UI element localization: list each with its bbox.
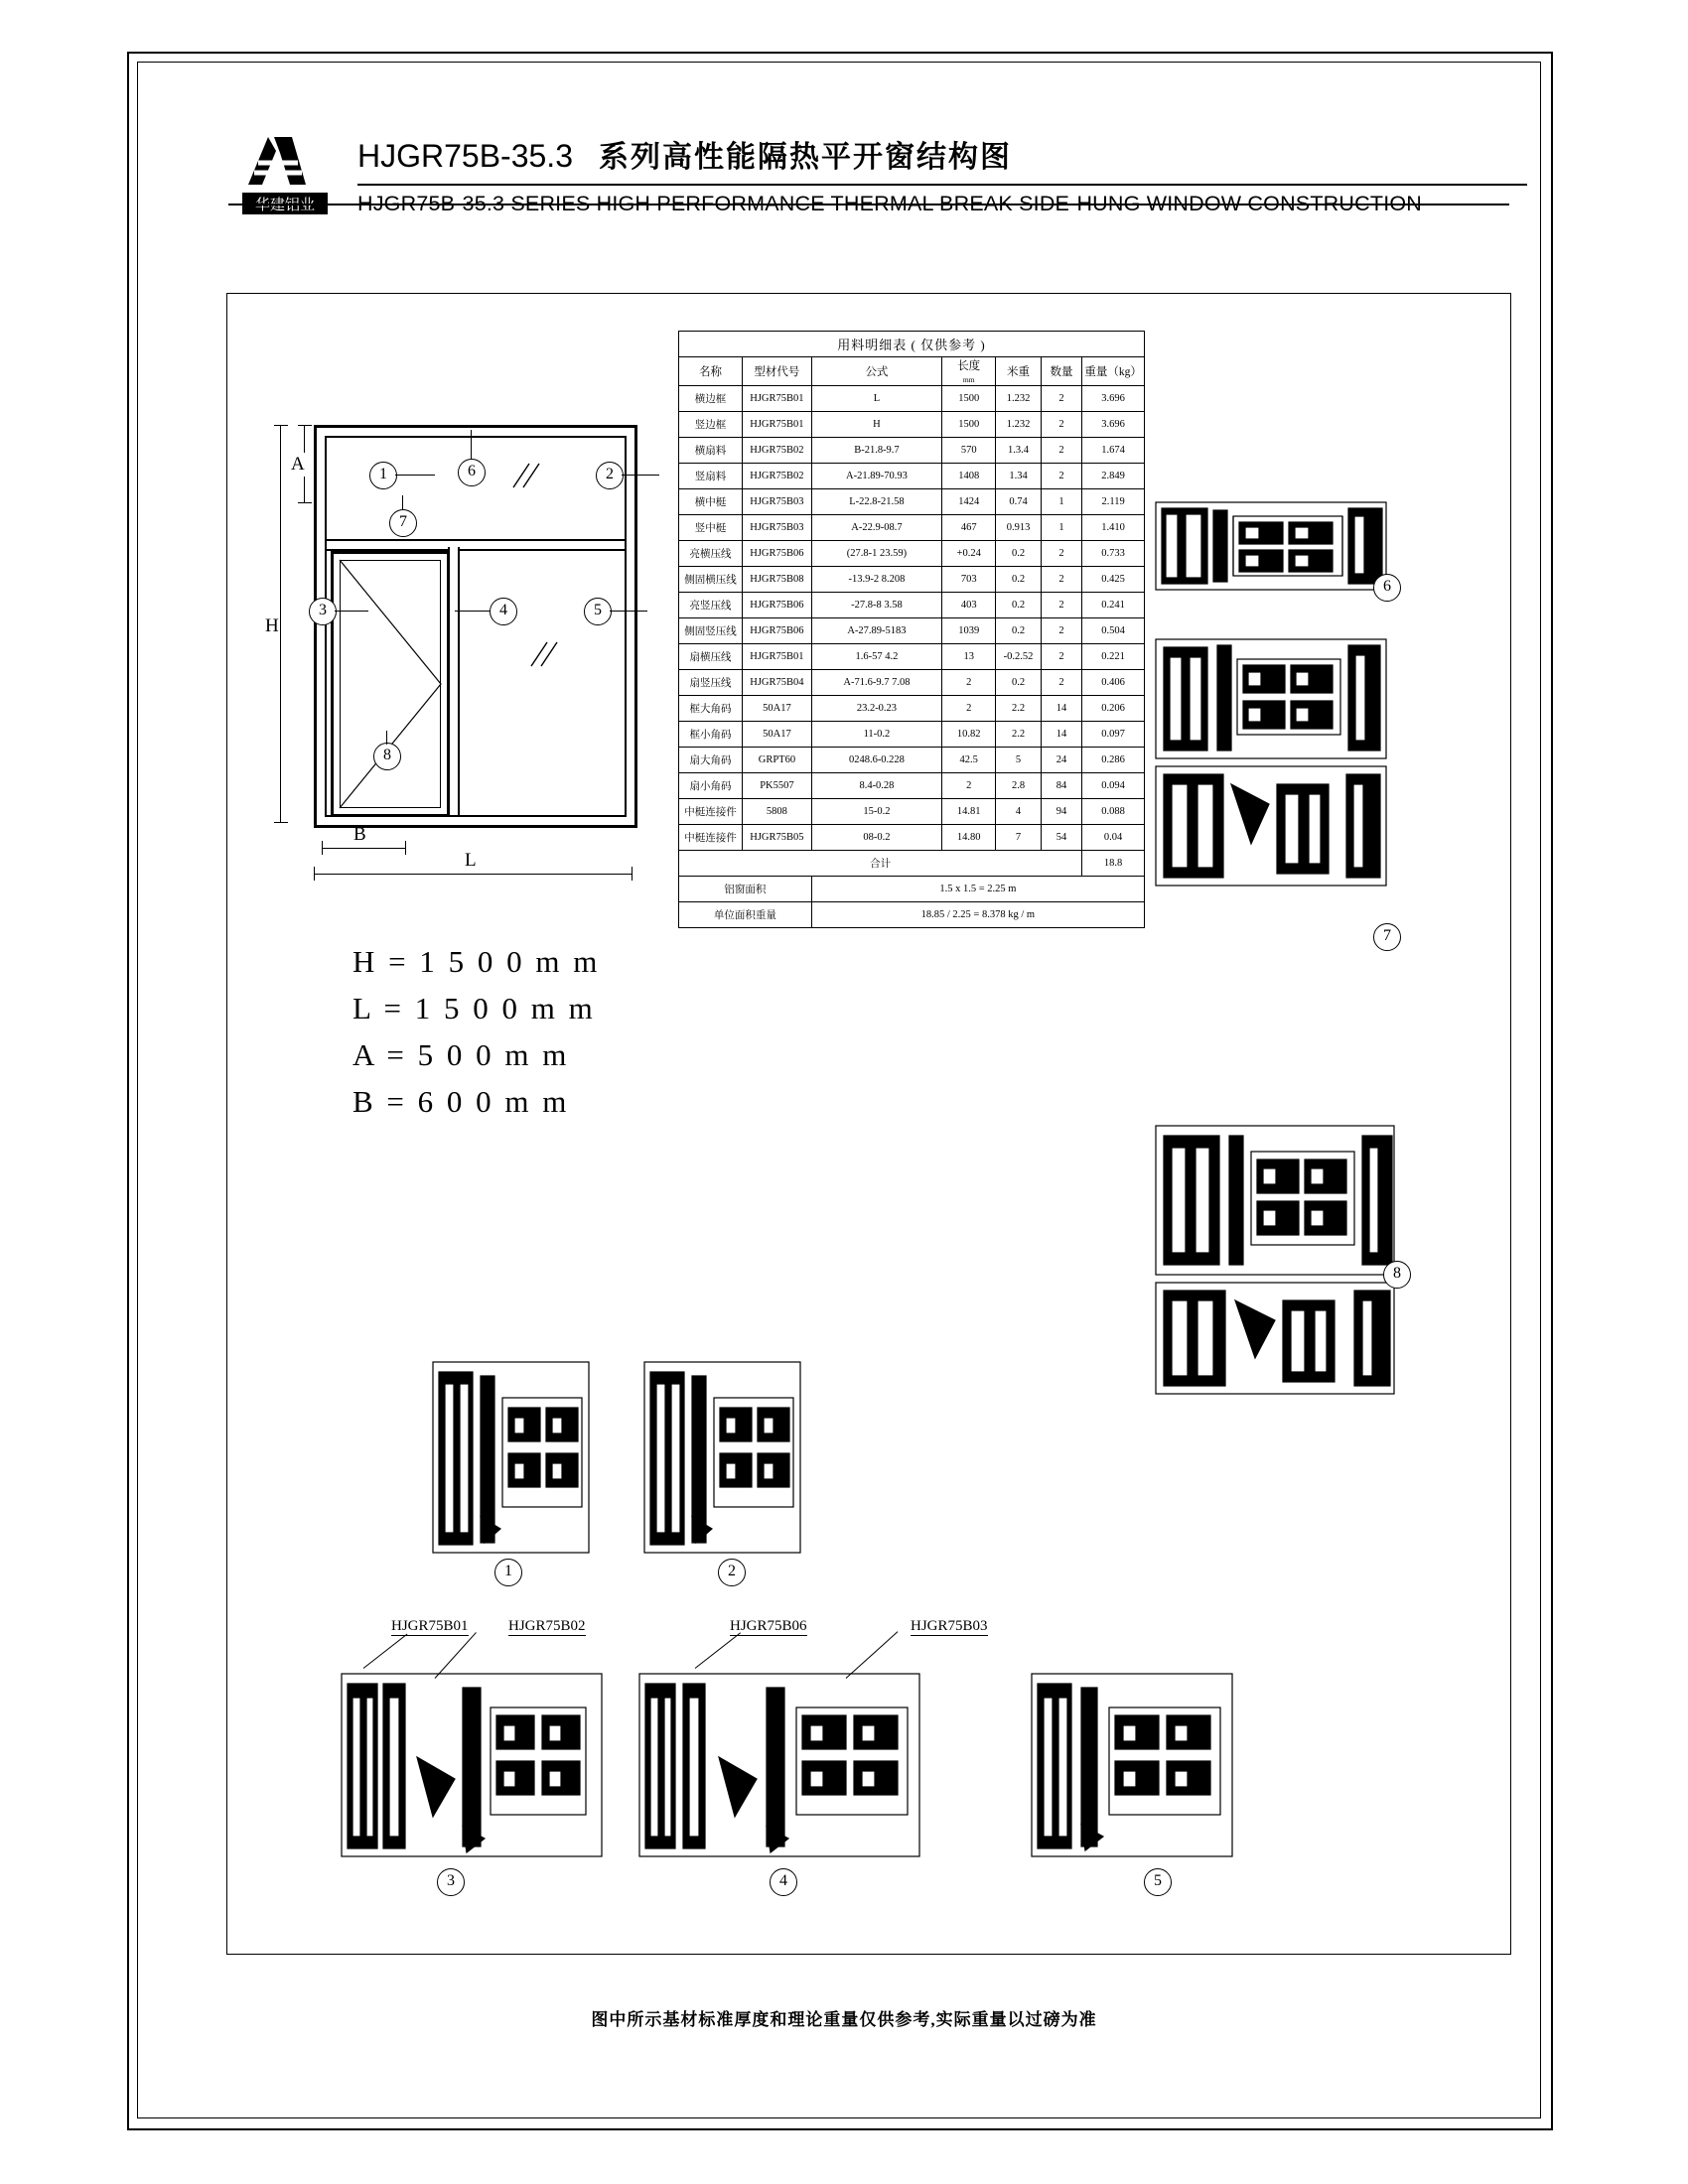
cell-wt: 0.286 bbox=[1082, 748, 1145, 773]
cell-name: 横中梃 bbox=[679, 489, 743, 515]
cell-formula: A-22.9-08.7 bbox=[811, 515, 941, 541]
callout-bottom-1[interactable]: 1 bbox=[494, 1559, 522, 1586]
callout-8[interactable]: 8 bbox=[373, 743, 401, 770]
cell-wt: 3.696 bbox=[1082, 412, 1145, 438]
table-row bbox=[679, 438, 1145, 464]
cell-code: PK5507 bbox=[743, 773, 812, 799]
callout-5[interactable]: 5 bbox=[584, 598, 612, 625]
callout-2[interactable]: 2 bbox=[596, 462, 624, 489]
leader-2 bbox=[622, 475, 659, 476]
cell-mw: 0.2 bbox=[996, 618, 1042, 644]
cell-length: 1500 bbox=[942, 412, 996, 438]
unit-weight-value-text: 18.85 / 2.25 = 8.378 kg / m bbox=[920, 909, 1036, 920]
cell-name: 竖扇料 bbox=[679, 464, 743, 489]
header-bottom-divider bbox=[228, 204, 1509, 205]
cell-formula: 11-0.2 bbox=[811, 722, 941, 748]
footer-note: 图中所示基材标准厚度和理论重量仅供参考,实际重量以过磅为准 bbox=[591, 2010, 1097, 2029]
cell-qty: 54 bbox=[1041, 825, 1081, 851]
dimension-L: L = 1 5 0 0 m m bbox=[352, 991, 596, 1025]
cell-wt: 0.406 bbox=[1082, 670, 1145, 696]
th-qty: 数量 bbox=[1041, 357, 1081, 386]
cell-code: HJGR75B02 bbox=[743, 438, 812, 464]
cell-length: 1039 bbox=[942, 618, 996, 644]
area-label: 铝窗面积 bbox=[679, 877, 812, 902]
cell-code: HJGR75B06 bbox=[743, 541, 812, 567]
table-row bbox=[679, 489, 1145, 515]
cell-length: 403 bbox=[942, 593, 996, 618]
callout-bottom-4[interactable]: 4 bbox=[770, 1868, 797, 1896]
table-title: 用料明细表 ( 仅供参考 ) bbox=[679, 332, 1145, 357]
cell-mw: 0.2 bbox=[996, 593, 1042, 618]
cell-formula: (27.8-1 23.59) bbox=[811, 541, 941, 567]
cell-length: 10.82 bbox=[942, 722, 996, 748]
th-formula: 公式 bbox=[811, 357, 941, 386]
sash-opening-direction-icon bbox=[334, 554, 447, 814]
cell-name: 扇小角码 bbox=[679, 773, 743, 799]
leader-5 bbox=[610, 611, 647, 612]
cell-wt: 0.094 bbox=[1082, 773, 1145, 799]
company-logo-icon bbox=[228, 129, 338, 233]
th-length bbox=[942, 357, 996, 386]
total-value: 18.8 bbox=[1082, 851, 1145, 877]
cell-qty: 2 bbox=[1041, 644, 1081, 670]
dimension-B: B = 6 0 0 m m bbox=[352, 1084, 570, 1119]
dim-tick-B-right bbox=[405, 841, 406, 855]
title-block bbox=[228, 124, 1509, 253]
cell-wt: 0.733 bbox=[1082, 541, 1145, 567]
table-row bbox=[679, 515, 1145, 541]
cell-length: 2 bbox=[942, 696, 996, 722]
cell-wt: 0.221 bbox=[1082, 644, 1145, 670]
profile-label-b06 bbox=[730, 1618, 807, 1635]
title-chinese: 系列高性能隔热平开窗结构图 bbox=[598, 141, 1012, 174]
dim-label-H: H bbox=[264, 614, 280, 639]
dim-tick-A-bottom bbox=[298, 502, 312, 503]
th-length-text: 长度 bbox=[957, 360, 981, 372]
cell-mw: 5 bbox=[996, 748, 1042, 773]
dim-label-B: B bbox=[353, 824, 366, 845]
profile-section-3 bbox=[338, 1668, 606, 1866]
cell-code: HJGR75B01 bbox=[743, 386, 812, 412]
cell-code: HJGR75B01 bbox=[743, 644, 812, 670]
table-row bbox=[679, 464, 1145, 489]
profile-section-5 bbox=[1028, 1668, 1236, 1866]
cell-code: HJGR75B03 bbox=[743, 515, 812, 541]
cell-mw: 4 bbox=[996, 799, 1042, 825]
callout-3[interactable]: 3 bbox=[309, 598, 337, 625]
table-row bbox=[679, 618, 1145, 644]
leader-7 bbox=[402, 495, 403, 510]
cell-length: 2 bbox=[942, 670, 996, 696]
cell-wt: 0.425 bbox=[1082, 567, 1145, 593]
cell-mw: 0.2 bbox=[996, 541, 1042, 567]
profile-label-b06-text: HJGR75B06 bbox=[730, 1618, 807, 1634]
cell-mw: 2.8 bbox=[996, 773, 1042, 799]
cell-length: 13 bbox=[942, 644, 996, 670]
dim-tick-B-left bbox=[322, 841, 323, 855]
cell-qty: 84 bbox=[1041, 773, 1081, 799]
callout-6[interactable]: 6 bbox=[458, 459, 486, 486]
table-row bbox=[679, 670, 1145, 696]
dim-line-H bbox=[280, 425, 281, 822]
cell-name: 竖边框 bbox=[679, 412, 743, 438]
cell-mw: 0.74 bbox=[996, 489, 1042, 515]
title-divider bbox=[357, 184, 1527, 186]
cell-code: GRPT60 bbox=[743, 748, 812, 773]
cell-code: HJGR75B08 bbox=[743, 567, 812, 593]
profile-label-b02-text: HJGR75B02 bbox=[508, 1618, 586, 1634]
cell-code: HJGR75B06 bbox=[743, 618, 812, 644]
table-row bbox=[679, 541, 1145, 567]
cell-length: 467 bbox=[942, 515, 996, 541]
callout-right-6[interactable]: 6 bbox=[1373, 574, 1401, 602]
cell-qty: 2 bbox=[1041, 386, 1081, 412]
cell-formula: -27.8-8 3.58 bbox=[811, 593, 941, 618]
cell-mw: 0.913 bbox=[996, 515, 1042, 541]
area-value bbox=[811, 877, 1144, 902]
dim-line-L bbox=[314, 874, 632, 875]
callout-right-7[interactable]: 7 bbox=[1373, 923, 1401, 951]
cell-wt: 0.04 bbox=[1082, 825, 1145, 851]
table-row bbox=[679, 799, 1145, 825]
table-total-row bbox=[679, 851, 1145, 877]
page-title bbox=[357, 132, 1012, 176]
cell-name: 亮横压线 bbox=[679, 541, 743, 567]
cell-name: 中梃连接件 bbox=[679, 799, 743, 825]
table-row bbox=[679, 412, 1145, 438]
cell-name: 扇竖压线 bbox=[679, 670, 743, 696]
th-weight: 重量（kg） bbox=[1082, 357, 1145, 386]
cell-formula: 8.4-0.28 bbox=[811, 773, 941, 799]
table-row bbox=[679, 644, 1145, 670]
cell-formula: A-71.6-9.7 7.08 bbox=[811, 670, 941, 696]
cell-wt: 3.696 bbox=[1082, 386, 1145, 412]
th-name: 名称 bbox=[679, 357, 743, 386]
area-value-text: 1.5 x 1.5 = 2.25 m bbox=[939, 884, 1017, 894]
glass-hatch-upper-icon bbox=[511, 462, 545, 489]
cell-mw: 2.2 bbox=[996, 696, 1042, 722]
table-row bbox=[679, 696, 1145, 722]
cell-name: 框小角码 bbox=[679, 722, 743, 748]
dim-tick-H-bottom bbox=[274, 822, 288, 823]
series-code: HJGR75B-35.3 bbox=[357, 138, 573, 174]
window-elevation-view bbox=[266, 385, 653, 882]
cell-wt: 1.674 bbox=[1082, 438, 1145, 464]
cell-qty: 1 bbox=[1041, 489, 1081, 515]
cell-code: HJGR75B03 bbox=[743, 489, 812, 515]
svg-text:华建铝业: 华建铝业 bbox=[254, 198, 316, 213]
cell-formula: A-21.89-70.93 bbox=[811, 464, 941, 489]
cell-code: HJGR75B01 bbox=[743, 412, 812, 438]
leader-4 bbox=[455, 611, 491, 612]
dim-tick-L-left bbox=[314, 867, 315, 881]
cell-length: 570 bbox=[942, 438, 996, 464]
cell-length: 1500 bbox=[942, 386, 996, 412]
unit-weight-label: 单位面积重量 bbox=[679, 902, 812, 928]
profile-section-4 bbox=[635, 1668, 923, 1866]
horizontal-mullion bbox=[327, 539, 625, 551]
cell-formula: B-21.8-9.7 bbox=[811, 438, 941, 464]
cell-length: 14.81 bbox=[942, 799, 996, 825]
profile-section-1 bbox=[429, 1358, 593, 1557]
cell-qty: 2 bbox=[1041, 464, 1081, 489]
cell-qty: 1 bbox=[1041, 515, 1081, 541]
profile-label-b02 bbox=[508, 1618, 586, 1635]
th-meter-weight: 米重 bbox=[996, 357, 1042, 386]
cell-mw: 1.34 bbox=[996, 464, 1042, 489]
cell-wt: 2.849 bbox=[1082, 464, 1145, 489]
leader-1 bbox=[395, 475, 435, 476]
cell-formula: H bbox=[811, 412, 941, 438]
cell-formula: A-27.89-5183 bbox=[811, 618, 941, 644]
callout-1[interactable]: 1 bbox=[369, 462, 397, 489]
cell-mw: 7 bbox=[996, 825, 1042, 851]
cell-length: 2 bbox=[942, 773, 996, 799]
cell-name: 中梃连接件 bbox=[679, 825, 743, 851]
cell-wt: 2.119 bbox=[1082, 489, 1145, 515]
cell-qty: 2 bbox=[1041, 541, 1081, 567]
cell-mw: 1.232 bbox=[996, 412, 1042, 438]
cell-name: 竖中梃 bbox=[679, 515, 743, 541]
cell-formula: 15-0.2 bbox=[811, 799, 941, 825]
dimension-A: A = 5 0 0 m m bbox=[352, 1037, 570, 1072]
cell-code: HJGR75B06 bbox=[743, 593, 812, 618]
table-row bbox=[679, 825, 1145, 851]
cell-mw: -0.2.52 bbox=[996, 644, 1042, 670]
cell-code: 50A17 bbox=[743, 722, 812, 748]
dim-tick-A-top bbox=[298, 425, 312, 426]
cell-formula: 08-0.2 bbox=[811, 825, 941, 851]
cell-name: 侧固横压线 bbox=[679, 567, 743, 593]
dimension-values-block bbox=[352, 938, 600, 1125]
cell-qty: 14 bbox=[1041, 722, 1081, 748]
table-area-row bbox=[679, 877, 1145, 902]
openable-sash bbox=[331, 551, 450, 817]
cell-length: 1424 bbox=[942, 489, 996, 515]
dim-line-B bbox=[322, 848, 405, 849]
cell-qty: 2 bbox=[1041, 593, 1081, 618]
cell-name: 侧固竖压线 bbox=[679, 618, 743, 644]
cell-mw: 1.3.4 bbox=[996, 438, 1042, 464]
cell-qty: 2 bbox=[1041, 412, 1081, 438]
table-row bbox=[679, 773, 1145, 799]
cell-qty: 24 bbox=[1041, 748, 1081, 773]
cell-name: 亮竖压线 bbox=[679, 593, 743, 618]
cell-formula: 1.6-57 4.2 bbox=[811, 644, 941, 670]
title-english: HJGR75B-35.3 SERIES HIGH PERFORMANCE THERMAL BREAK SIDE-HUNG WINDOW CONSTRUCTION bbox=[357, 192, 1423, 215]
cell-code: HJGR75B02 bbox=[743, 464, 812, 489]
cell-name: 扇大角码 bbox=[679, 748, 743, 773]
cell-wt: 1.410 bbox=[1082, 515, 1145, 541]
glass-hatch-lower-icon bbox=[529, 640, 563, 668]
cell-code: HJGR75B04 bbox=[743, 670, 812, 696]
profile-section-8 bbox=[1152, 1122, 1400, 1400]
cell-mw: 0.2 bbox=[996, 567, 1042, 593]
profile-section-7 bbox=[1152, 635, 1390, 893]
table-row bbox=[679, 386, 1145, 412]
cell-length: 703 bbox=[942, 567, 996, 593]
table-row bbox=[679, 593, 1145, 618]
cell-length: 1408 bbox=[942, 464, 996, 489]
profile-label-b03 bbox=[911, 1618, 988, 1635]
cell-qty: 2 bbox=[1041, 567, 1081, 593]
table-row bbox=[679, 567, 1145, 593]
dim-tick-L-right bbox=[632, 867, 633, 881]
cell-code: 5808 bbox=[743, 799, 812, 825]
profile-section-6 bbox=[1152, 496, 1390, 596]
leader-6 bbox=[471, 430, 472, 460]
cell-wt: 0.504 bbox=[1082, 618, 1145, 644]
callout-4[interactable]: 4 bbox=[490, 598, 517, 625]
cell-formula: L bbox=[811, 386, 941, 412]
profile-label-b01 bbox=[391, 1618, 469, 1635]
cell-name: 横扇料 bbox=[679, 438, 743, 464]
table-row bbox=[679, 722, 1145, 748]
cell-formula: L-22.8-21.58 bbox=[811, 489, 941, 515]
cell-wt: 0.241 bbox=[1082, 593, 1145, 618]
callout-7[interactable]: 7 bbox=[389, 509, 417, 537]
cell-formula: -13.9-2 8.208 bbox=[811, 567, 941, 593]
cell-wt: 0.097 bbox=[1082, 722, 1145, 748]
cell-wt: 0.088 bbox=[1082, 799, 1145, 825]
dim-tick-H-top bbox=[274, 425, 288, 426]
profile-label-b01-text: HJGR75B01 bbox=[391, 1618, 469, 1634]
cell-code: HJGR75B05 bbox=[743, 825, 812, 851]
cell-length: 42.5 bbox=[942, 748, 996, 773]
cell-qty: 94 bbox=[1041, 799, 1081, 825]
dim-label-L: L bbox=[465, 850, 477, 871]
th-length-unit: mm bbox=[962, 375, 975, 384]
unit-weight-value bbox=[811, 902, 1144, 928]
cell-name: 扇横压线 bbox=[679, 644, 743, 670]
cell-name: 框大角码 bbox=[679, 696, 743, 722]
cell-length: +0.24 bbox=[942, 541, 996, 567]
cell-formula: 0248.6-0.228 bbox=[811, 748, 941, 773]
cell-qty: 2 bbox=[1041, 438, 1081, 464]
leader-8 bbox=[386, 731, 387, 745]
table-unit-weight-row bbox=[679, 902, 1145, 928]
cell-name: 横边框 bbox=[679, 386, 743, 412]
callout-bottom-2[interactable]: 2 bbox=[718, 1559, 746, 1586]
material-list-table bbox=[678, 331, 1145, 928]
total-label: 合计 bbox=[679, 851, 1082, 877]
cell-formula: 23.2-0.23 bbox=[811, 696, 941, 722]
th-code: 型材代号 bbox=[743, 357, 812, 386]
cell-wt: 0.206 bbox=[1082, 696, 1145, 722]
cell-mw: 0.2 bbox=[996, 670, 1042, 696]
cell-length: 14.80 bbox=[942, 825, 996, 851]
callout-bottom-3[interactable]: 3 bbox=[437, 1868, 465, 1896]
callout-bottom-5[interactable]: 5 bbox=[1144, 1868, 1172, 1896]
profile-label-b03-text: HJGR75B03 bbox=[911, 1618, 988, 1634]
cell-qty: 2 bbox=[1041, 618, 1081, 644]
profile-section-2 bbox=[640, 1358, 804, 1557]
callout-right-8[interactable]: 8 bbox=[1383, 1261, 1411, 1289]
table-row bbox=[679, 748, 1145, 773]
leader-3 bbox=[335, 611, 368, 612]
cell-mw: 1.232 bbox=[996, 386, 1042, 412]
cell-code: 50A17 bbox=[743, 696, 812, 722]
cell-qty: 2 bbox=[1041, 670, 1081, 696]
dimension-H: H = 1 5 0 0 m m bbox=[352, 944, 601, 979]
dim-label-A: A bbox=[291, 454, 305, 475]
cell-qty: 14 bbox=[1041, 696, 1081, 722]
cell-mw: 2.2 bbox=[996, 722, 1042, 748]
